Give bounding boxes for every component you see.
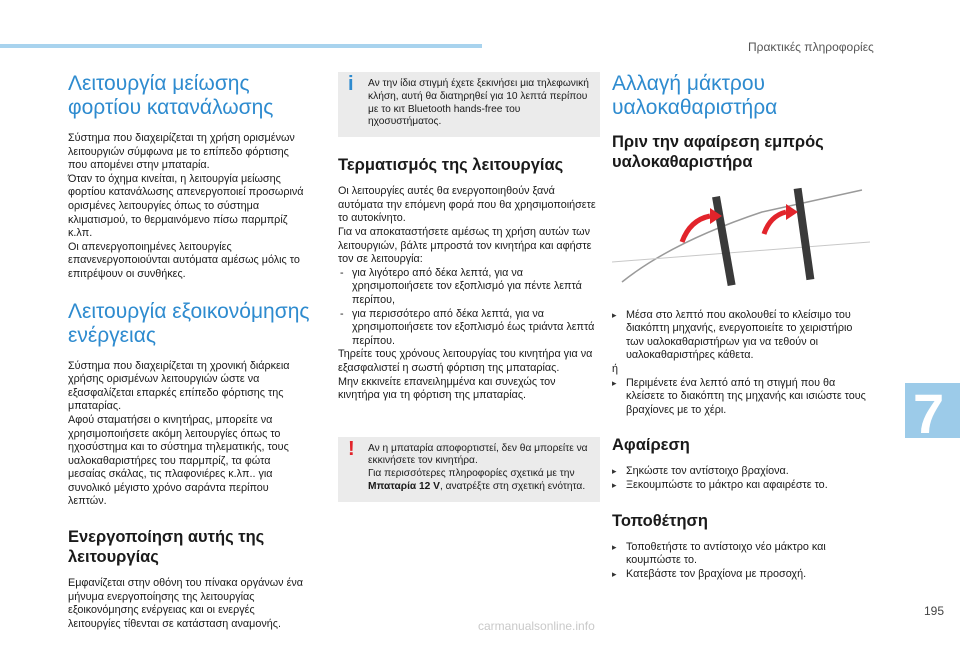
dash-item-over-ten: - για περισσότερο από δέκα λεπτά, για να χρησιμοποιήσετε τον εξοπλισμό έως τριάντα λεπτά περίπου.: [338, 308, 600, 349]
warning-text-a: Αν η μπαταρία αποφορτιστεί, δεν θα μπορείτε να εκκινήσετε τον κινητήρα. Για περισσότερες πληροφορίες σχετικά με την: [368, 442, 588, 480]
section-title-wiper-blade: Αλλαγή μάκτρου υαλοκαθαριστήρα: [612, 72, 778, 119]
section-title-energy-saving: Λειτουργία εξοικονόμησης ενέργειας: [68, 299, 310, 347]
raise-arrow-icon-2: [764, 212, 786, 234]
page-number: 195: [923, 604, 944, 618]
section-text-engine-times: Τηρείτε τους χρόνους λειτουργίας του κινητήρα για να εξασφαλιστεί η σωστή φόρτιση της μπαταρίας. Μην εκκινείτε επανειλημμένα και συνεχώς τον κινητήρα για τη φόρτιση της μπαταρίας.: [338, 348, 593, 402]
warning-text-b: , ανατρέξτε στη σχετική ενότητα.: [439, 481, 586, 493]
section-text-activation: Εμφανίζεται στην οθόνη του πίνακα οργάνων ένα μήνυμα ενεργοποίησης της λειτουργίας εξοικονόμησης ενέργειας και οι ενεργές λειτουργίες τίθενται σε κατάσταση αναμονής.: [68, 577, 304, 630]
chapter-tab: [905, 382, 960, 445]
warning-note: [338, 437, 600, 502]
warning-note-text: [368, 443, 592, 494]
info-note: [338, 72, 600, 137]
section-title-end-of-mode: Τερματισμός της λειτουργίας: [338, 156, 564, 175]
section-title-activation: Ενεργοποίηση αυτής της λειτουργίας: [68, 528, 265, 567]
step-wait-minute: ▸ Περιμένετε ένα λεπτό από τη στιγμή που θα κλείσετε το διακόπτη της μηχανής και ισιώστε τους βραχίονες με το χέρι.: [612, 377, 870, 418]
step-lower-arm: ▸ Κατεβάστε τον βραχίονα με προσοχή.: [612, 568, 870, 582]
chapter-number: 7: [913, 382, 945, 445]
section-title-before-removal: Πριν την αφαίρεση εμπρός υαλοκαθαριστήρα: [612, 133, 824, 171]
step-fit-blade: ▸ Τοποθετήστε το αντίστοιχο νέο μάκτρο και κουμπώστε το.: [612, 541, 870, 568]
section-text-load-reduction: Σύστημα που διαχειρίζεται τη χρήση ορισμένων λειτουργιών σύμφωνα με το επίπεδο φόρτισης που απομένει στην μπαταρία. Όταν το όχημα κινείται, η λειτουργία μείωσης φορτίου κατανάλωσης απενεργοποιεί προσωρινά ορισμένες λειτουργίες όπως το σύστημα κλιματισμού, το θερμαινόμενο πίσω παρμπρίζ κ.λπ. Οι απενεργοποιημένες λειτουργίες επανενεργοποιούνται αυτόματα αμέσως μόλις το επιτρέψουν οι συνθήκες.: [68, 132, 304, 280]
section-title-load-reduction: Λειτουργία μείωσης φορτίου κατανάλωσης: [68, 72, 274, 119]
section-title-removal: Αφαίρεση: [612, 436, 690, 455]
info-icon: i: [348, 73, 354, 95]
info-note-text: Αν την ίδια στιγμή έχετε ξεκινήσει μια τηλεφωνική κλήση, αυτή θα διατηρηθεί για 10 λεπτά περίπου με το κιτ Bluetooth hands-free του ηχοσυστήματος.: [368, 78, 589, 128]
watermark: carmanualsonline.info: [478, 619, 595, 633]
column-3: [612, 72, 870, 581]
warning-text-bold: Μπαταρία 12 V: [368, 481, 440, 493]
column-2: [338, 72, 600, 502]
running-head: Πρακτικές πληροφορίες: [748, 40, 874, 54]
column-1: [68, 72, 310, 649]
dash-item-under-ten: - για λιγότερο από δέκα λεπτά, για να χρησιμοποιήσετε τον εξοπλισμό για πέντε λεπτά περίπου,: [338, 267, 600, 308]
section-text-end-of-mode: Οι λειτουργίες αυτές θα ενεργοποιηθούν ξανά αυτόματα την επόμενη φορά που θα χρησιμοποιήσετε το αυτοκίνητο. Για να αποκαταστήσετε αμέσως τη χρήση αυτών των λειτουργιών, βάλτε μπροστά τον κινητήρα και αφήστε τον σε λειτουργία:: [338, 185, 596, 266]
or-separator: ή: [612, 362, 619, 375]
step-lift-arm: ▸ Σηκώστε τον αντίστοιχο βραχίονα.: [612, 465, 870, 479]
section-title-fitting: Τοποθέτηση: [612, 511, 708, 530]
step-operate-wipers: ▸ Μέσα στο λεπτό που ακολουθεί το κλείσιμο του διακόπτη μηχανής, ενεργοποιείτε το χειριστήριο των υαλοκαθαριστήρων για να τεθούν οι υαλοκαθαριστήρες κάθετα.: [612, 309, 870, 363]
section-text-energy-saving: Σύστημα που διαχειρίζεται τη χρονική διάρκεια χρήσης ορισμένων λειτουργιών ώστε να εξασφαλίζεται επαρκές επίπεδο φόρτισης της μπαταρίας. Αφού σταματήσει ο κινητήρας, μπορείτε να χρησιμοποιήσετε ακόμη λειτουργίες όπως το ηχοσύστημα και το σύστημα τηλεματικής, τους υαλοκαθαριστήρες του παρμπρίζ, τα φώτα μεσαίας σκάλας, τις πλαφονιέρες κ.λπ.. για συνολικό μέγιστο χρόνο σαράντα περίπου λεπτών.: [68, 359, 290, 508]
wiper-illustration: [612, 182, 870, 292]
warning-icon: !: [348, 437, 355, 460]
step-unclip-blade: ▸ Ξεκουμπώστε το μάκτρο και αφαιρέστε το.: [612, 479, 870, 493]
wiper-arm-left: [712, 196, 736, 286]
top-rule: [0, 44, 482, 48]
